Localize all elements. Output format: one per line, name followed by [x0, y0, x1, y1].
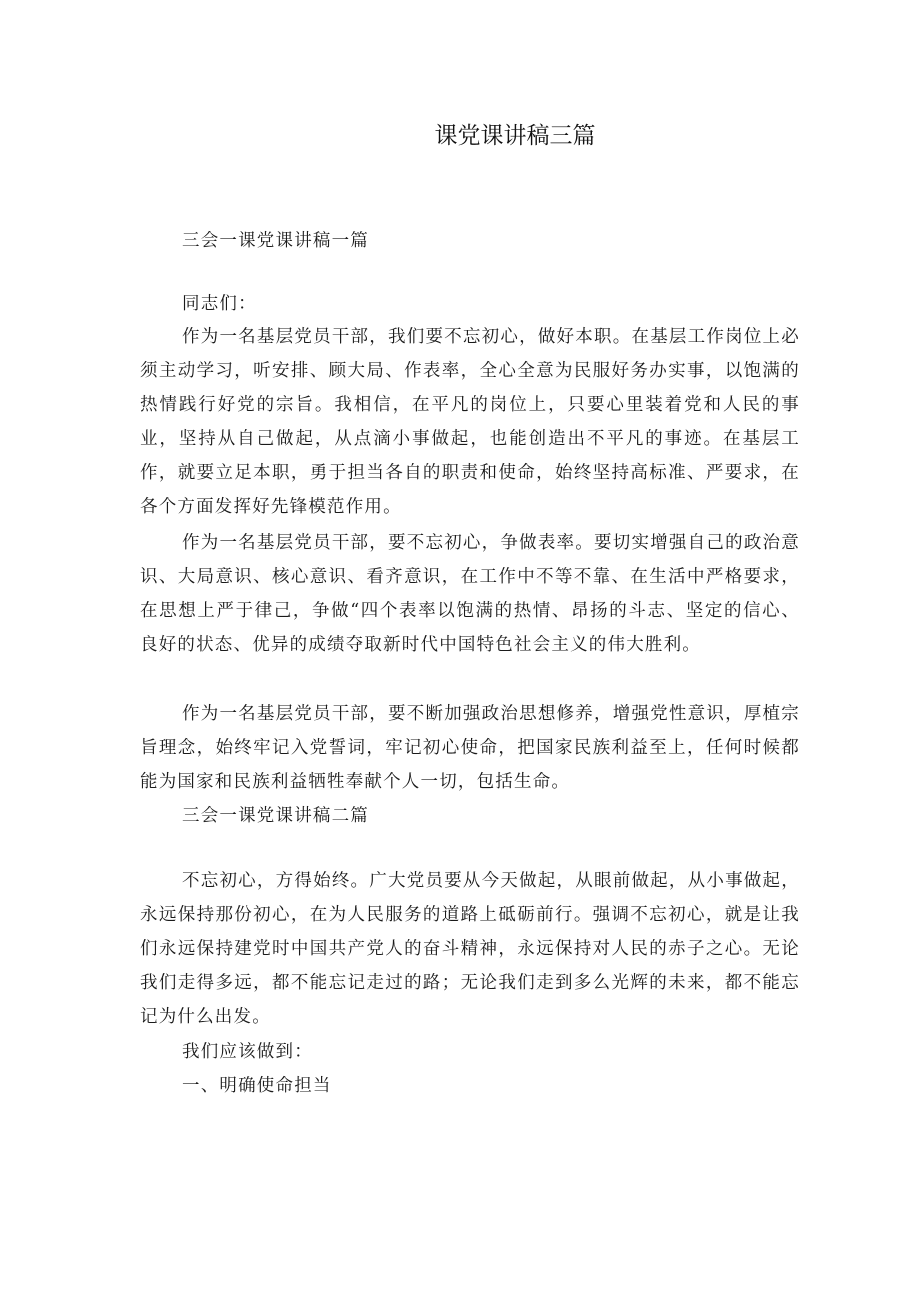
paragraph-4: 不忘初心，方得始终。广大党员要从今天做起，从眼前做起，从小事做起，永远保持那份初心，在为人民服务的道路上砥砺前行。强调不忘初心，就是让我们永远保持建党时中国共产党人的奋斗精神，永远保持对人民的赤子之心。无论我们走得多远，都不能忘记走过的路；无论我们走到多么光辉的未来，都不能忘记为什么出发。	[140, 871, 800, 1027]
paragraph-6: 一、明确使命担当	[182, 1076, 332, 1096]
paragraph-1: 作为一名基层党员干部，我们要不忘初心，做好本职。在基层工作岗位上必须主动学习，听安排、顾大局、作表率，全心全意为民服好务办实事，以饱满的热情践行好党的宗旨。我相信，在平凡的岗位上，只要心里装着党和人民的事业，坚持从自己做起，从点滴小事做起，也能创造出不平凡的事迹。在基层工作，就要立足本职，勇于担当各自的职责和使命，始终坚持高标准、严要求，在各个方面发挥好先锋模范作用。	[140, 327, 800, 517]
section-heading-2: 三会一课党课讲稿二篇	[182, 806, 369, 826]
paragraph-3: 作为一名基层党员干部，要不断加强政治思想修养，增强党性意识，厚植宗旨理念，始终牢记入党誓词，牢记初心使命，把国家民族利益至上，任何时候都能为国家和民族利益牺牲奉献个人一切，包括生命。	[140, 704, 800, 792]
section-heading-1: 三会一课党课讲稿一篇	[182, 231, 369, 251]
paragraph-5: 我们应该做到：	[182, 1042, 313, 1062]
salutation: 同志们：	[182, 294, 257, 314]
document-title: 课党课讲稿三篇	[434, 123, 596, 149]
paragraph-2: 作为一名基层党员干部，要不忘初心，争做表率。要切实增强自己的政治意识、大局意识、核心意识、看齐意识，在工作中不等不靠、在生活中严格要求，在思想上严于律己，争做“四个表率以饱满的热情、昂扬的斗志、坚定的信心、良好的状态、优异的成绩夺取新时代中国特色社会主义的伟大胜利。	[140, 533, 800, 655]
